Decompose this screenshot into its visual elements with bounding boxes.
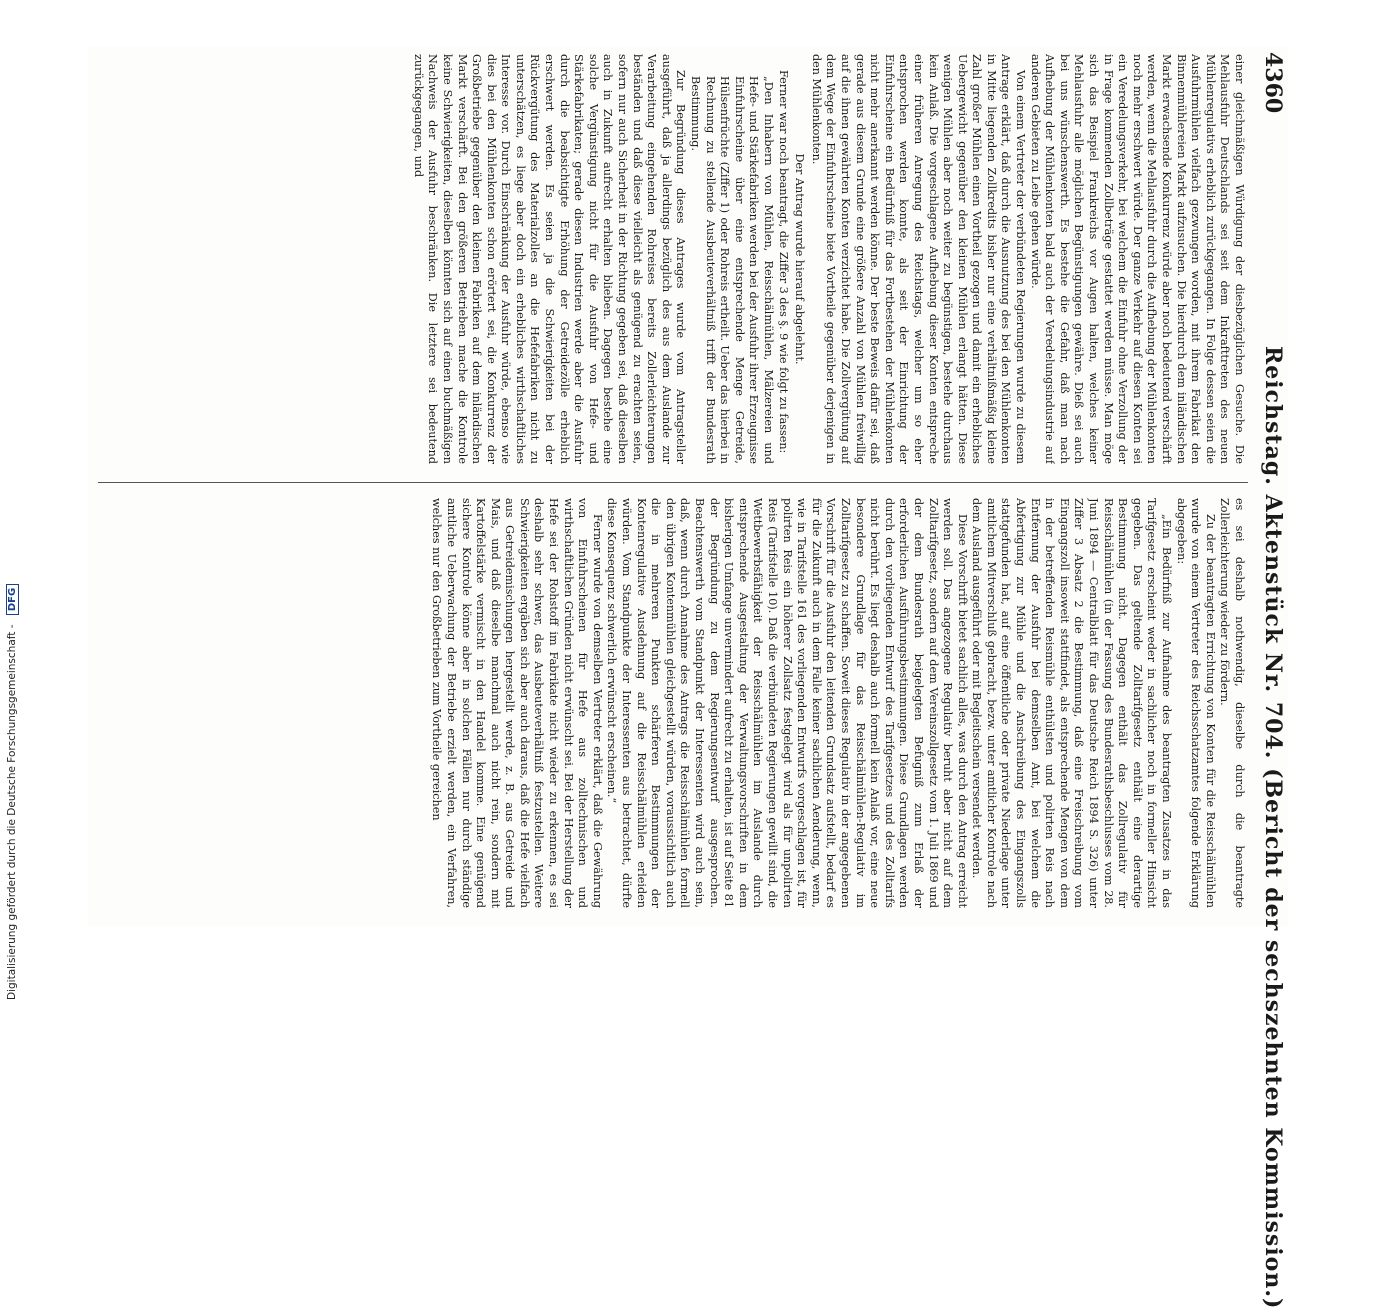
- document-page: [88, 46, 1288, 1309]
- page-header: [1254, 46, 1288, 1309]
- paragraph: Zur Begründung dieses Antrages wurde vom Antragsteller ausgeführt, daß ja allerdings bezüglich des aus dem Auslande zur Verarbeitung eingehenden Rohreises bereits Zollerleichterungen beständen und daß diese vielleicht als genügend zu erachten seien, sofern nur auch Sicherheit in der Richtung gegeben sei, daß dieselben auch in Zukunft aufrecht erhalten blieben. Dagegen bestehe eine solche Vergünstigung nicht für die Ausfuhr von Hefe- und Stärkefabrikaten; gerade diesen Industrien werde aber die Ausfuhr durch die beabsichtigte Erhöhung der Getreidezölle erheblich erschwert werden. Es seien ja die Schwierigkeiten bei der Rückvergütung des Materialzolles an die Hefefabriken nicht zu unterschätzen, es liege aber doch ein erhebliches wirthschaftliches Interesse vor. Durch Einschränkung der Ausfuhr würde, ebenso wie dies bei den Mühlenkonten schon erörtert sei, die Konkurrenz der Großbetriebe gegenüber den kleinen Fabriken auf dem inländischen Markt verschärft. Bei den größeren Betrieben mache die Kontrole keine Schwierigkeiten, dieselben könnten sich auf einen buchmäßigen Nachweis der Ausfuhr beschränken. Die letztere sei bedeutend zurückgegangen, und: [411, 54, 688, 464]
- quoted-proposal: „Den Inhabern von Mühlen, Reisschälmühlen, Mälzereien und Hefe- und Stärkefabriken werden bei der Ausfuhr ihrer Erzeugnisse Einfuhrscheine über eine entsprechende Menge Getreide, Hülsenfrüchte (Ziffer 1) oder Rohreis ertheilt. Ueber das hierbei in Rechnung zu stellende Ausbeuteverhältniß trifft der Bundesrath Bestimmung.: [689, 76, 775, 464]
- paragraph: Zu der beantragten Errichtung von Konten für die Reisschälmühlen wurde von einem Vertreter des Reichsschatzamtes folgende Erklärung abgegeben:: [1174, 498, 1217, 908]
- page-number: 4360: [1260, 52, 1286, 114]
- paragraph: Diese Vorschrift bietet sachlich alles, was durch den Antrag erreicht werden soll. Das angezogene Regulativ beruht aber nicht auf dem Zolltarifgesetz, sondern auf dem Vereinszollgesetz vom 1. Juli 1869 und der dem Bundesrath beigelegten Befugniß zum Erlaß der erforderlichen Ausführungsbestimmungen. Diese Grundlagen werden durch den vorliegenden Entwurf des Tarifgesetzes und des Zolltarifs nicht berührt. Es liegt deshalb auch formell kein Anlaß vor, eine neue besondere Grundlage für das Reisschälmühlen-Regulativ im Zolltarifgesetz zu schaffen. Soweit dieses Regulativ in der angegebenen Vorschrift für die Ausfuhr den leitenden Grundsatz aufstellt, bedarf es für die Zukunft auch in dem Falle keiner sachlichen Aenderung, wenn, wie in Tarifstelle 161 des vorliegenden Entwurfs vorgeschlagen ist, für polirten Reis ein höherer Zollsatz festgelegt wird als für unpolirten Reis (Tarifstelle 10). Daß die verbündeten Regierungen gewillt sind, die Wettbewerbsfähigkeit der Reisschälmühlen im Auslande durch entsprechende Ausgestaltung der Verwaltungsvorschriften in dem bisherigen Umfange unvermindert aufrecht zu erhalten, ist auf Seite 81 der Begründung zu dem Regierungsentwurf ausgesprochen. Beachtenswerth vom Standpunkt der Interessenten wird auch sein, daß, wenn durch Annahme des Antrags die Reisschälmühlen formell den übrigen Kontenmühlen gleichgestellt würden, voraussichtlich auch die in mehreren Punkten schärferen Bestimmungen der Kontenregulative Ausdehnung auf die Reisschälmühlen erleiden würden. Vom Standpunkte der Interessenten aus betrachtet, dürfte diese Konsequenz schwerlich erwünscht erscheinen.“: [605, 498, 969, 908]
- dfg-logo-icon: DFG: [6, 584, 19, 615]
- footer-credit-text: Digitalisierung gefördert durch die Deutsche Forschungsgemeinschaft -: [6, 624, 18, 1000]
- paragraph: Der Antrag wurde hierauf abgelehnt.: [793, 153, 807, 365]
- footer-credit-line: [6, 584, 19, 1000]
- paragraph: Von einem Vertreter der verbündeten Regierungen wurde zu diesem Antrage erklärt, daß durch die Ausnutzung des bei den Mühlenkonten in Mitte liegenden Zollkredits bisher nur eine verhältnißmäßig kleine Zahl großer Mühlen einen Vortheil gezogen und damit ein erhebliches Uebergewicht gegenüber den kleinen Mühlen erlangt hätten. Diese wenigen Mühlen aber noch weiter zu begünstigen, bestehe durchaus kein Anlaß. Die vorgeschlagene Aufhebung dieser Konten entspreche einer früheren Anregung des Reichstags, welcher um so eher entsprochen werden konnte, als seit der Einrichtung der Einfuhrscheine ein Bedürfniß für das Fortbestehen der Mühlenkonten nicht mehr anerkannt werden könne. Der beste Beweis dafür sei, daß gerade aus diesem Grunde eine größere Anzahl von Mühlen freiwillig auf die ihnen gewährten Konten verzichtet habe. Die Zollvergütung auf dem Wege der Einfuhrscheine biete Vortheile gegenüber derjenigen in den Mühlenkonten.: [809, 54, 1028, 464]
- paragraph: einer gleichmäßigen Würdigung der diesbezüglichen Gesuche. Die Mehlausfuhr Deutschlands sei seit dem Inkrafttreten des neuen Mühlenregulativs erheblich zurückgegangen. In Folge dessen seien die Ausfuhrmühlen vielfach gezwungen worden, mit ihrem Fabrikat den Binnenmühlereien Markt aufzusuchen. Die hierdurch dem inländischen Markt erwachsende Konkurrenz würde aber noch bedeutend verschärft werden, wenn die Mehlausfuhr durch die Aufhebung der Mühlenkonten noch mehr erschwert würde. Der ganze Verkehr auf diesen Konten sei ein Veredelungsverkehr, bei welchem die Einfuhr ohne Verzollung der in Frage kommenden Zollbeträge gestattet werden müsse. Man möge sich das Beispiel Frankreichs vor Augen halten, welches keiner Mehlausfuhr alle möglichen Begünstigungen gewähre. Dieß sei auch bei uns wünschenswerth. Es bestehe die Gefahr, daß man nach Aufhebung der Mühlenkonten bald auch der Veredelungsindustrie auf anderen Gebieten zu Leibe gehen würde.: [1028, 54, 1246, 464]
- right-column: [106, 498, 1246, 908]
- running-head: Reichstag. Aktenstück Nr. 704. (Bericht der sechszehnten Kommission.): [1260, 346, 1286, 1309]
- paragraph: Ferner war noch beantragt, die Ziffer 3 des §. 9 wie folgt zu fassen:: [776, 70, 790, 454]
- paragraph: es sei deshalb nothwendig, dieselbe durch die beantragte Zollerleichterung wieder zu fördern.: [1218, 498, 1246, 908]
- column-divider: [98, 482, 1248, 483]
- quoted-statement: „Ein Bedürfniß zur Aufnahme des beantragten Zusatzes in das Tarifgesetz erscheint weder in sachlicher noch in formeller Hinsicht gegeben. Das geltende Zolltarifgesetz enthält eine derartige Bestimmung nicht. Dagegen enthält das Zollregulativ für Reisschälmühlen (in der Fassung des Bundesrathsbeschlusses vom 28. Juni 1894 — Centralblatt für das Deutsche Reich 1894 S. 326) unter Ziffer 3 Absatz 2 die Bestimmung, daß eine Freischreibung vom Eingangszoll insoweit stattfindet, als entsprechende Mengen von dem in der betreffenden Reismühle enthülsten und polirten Reis nach Entfernung der Ausfuhr bei demselben Amt, bei welchem die Abfertigung zur Mühle und die Anschreibung des Eingangszolls stattgefunden hat, auf eine öffentliche oder private Niederlage unter amtlichem Mitverschluß gebracht, bezw. unter amtlicher Kontrole nach dem Ausland ausgeführt oder mit Begleitschein versendet werden.: [970, 498, 1174, 908]
- digitization-footer: [0, 0, 30, 1000]
- paragraph: Ferner wurde von demselben Vertreter erklärt, daß die Gewährung von Einfuhrscheinen für Hefe aus zolltechnischen und wirthschaftlichen Gründen nicht erwünscht sei. Bei der Herstellung der Hefe sei der Rohstoff im Fabrikate nicht wieder zu erkennen, es sei deshalb sehr schwer, das Ausbeuteverhältniß festzustellen. Weitere Schwierigkeiten ergäben sich aber auch daraus, daß die Hefe vielfach aus Getreidemischungen hergestellt werde, z. B. aus Getreide und Mais, und daß dieselbe manchmal auch nicht rein, sondern mit Kartoffelstärke vermischt in den Handel komme. Eine genügend sichere Kontrole könne aber in solchen Fällen nur durch ständige amtliche Ueberwachung der Betriebe erzielt werden, ein Verfahren, welches nur den Großbetrieben zum Vortheile gereichen: [430, 498, 604, 908]
- left-column: [106, 54, 1246, 464]
